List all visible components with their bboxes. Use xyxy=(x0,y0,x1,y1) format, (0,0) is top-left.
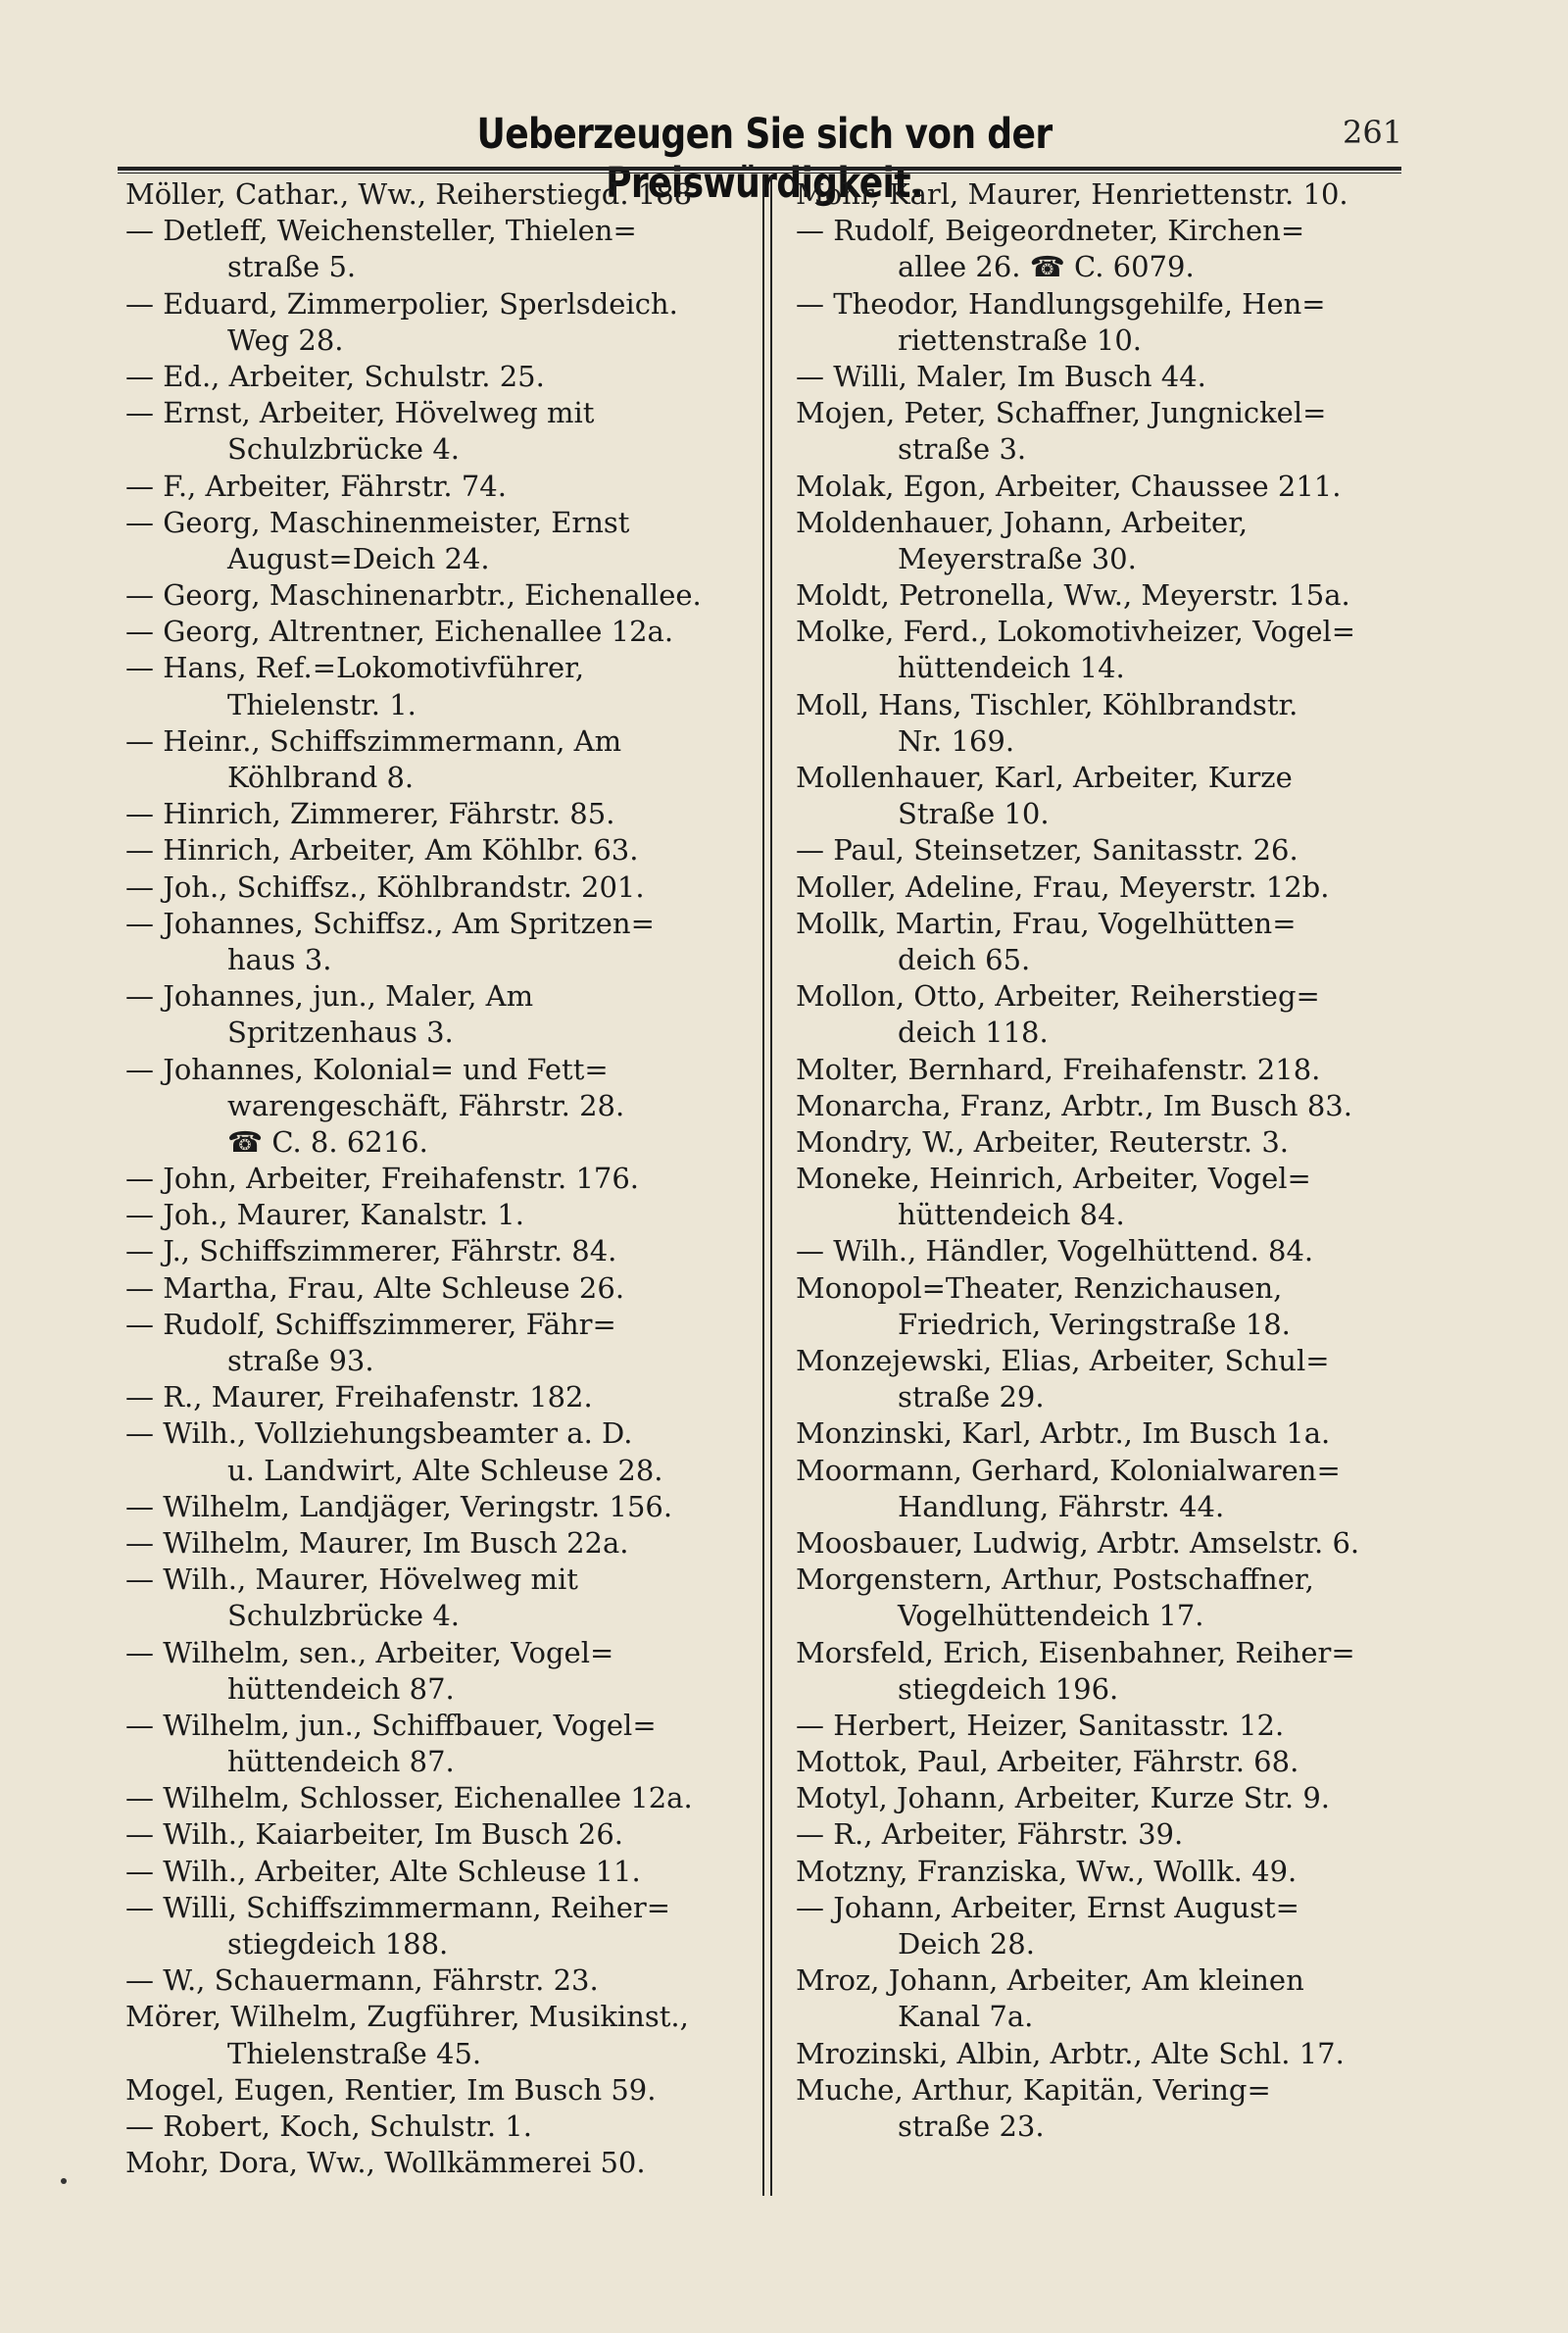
entry-line: Mondry, W., Arbeiter, Reuterstr. 3. xyxy=(796,1124,1290,1159)
entry-line: Mörer, Wilhelm, Zugführer, Musikinst., xyxy=(125,2000,689,2034)
header-rule xyxy=(118,167,1401,174)
entry-continuation-line: Thielenstr. 1. xyxy=(227,687,416,721)
entry-continuation-line: straße 3. xyxy=(898,432,1027,467)
entry-line: Mollon, Otto, Arbeiter, Reiherstieg= xyxy=(796,979,1320,1014)
entry-line: Morsfeld, Erich, Eisenbahner, Reiher= xyxy=(796,1635,1355,1669)
entry-line: — Ernst, Arbeiter, Hövelweg mit xyxy=(125,396,595,430)
entry-line: — Rudolf, Schiffszimmerer, Fähr= xyxy=(125,1307,616,1341)
entry-continuation-line: stiegdeich 196. xyxy=(898,1671,1119,1706)
entry-line: — Wilhelm, Maurer, Im Busch 22a. xyxy=(125,1525,629,1560)
entry-line: Möller, Cathar., Ww., Reiherstiegd. 188 xyxy=(125,177,693,211)
entry-line: — Hinrich, Zimmerer, Fährstr. 85. xyxy=(125,797,615,831)
entry-line: — Robert, Koch, Schulstr. 1. xyxy=(125,2109,532,2143)
entry-line: — Paul, Steinsetzer, Sanitasstr. 26. xyxy=(796,833,1298,868)
entry-line: — Martha, Frau, Alte Schleuse 26. xyxy=(125,1270,625,1305)
entry-line: Moller, Adeline, Frau, Meyerstr. 12b. xyxy=(796,869,1330,904)
entry-continuation-line: Kanal 7a. xyxy=(898,2000,1034,2034)
entry-line: — Wilh., Maurer, Hövelweg mit xyxy=(125,1563,578,1597)
entry-line: — Wilhelm, Landjäger, Veringstr. 156. xyxy=(125,1489,673,1523)
entry-continuation-line: straße 5. xyxy=(227,250,357,284)
entry-line: Molter, Bernhard, Freihafenstr. 218. xyxy=(796,1052,1321,1086)
entry-line: Molak, Egon, Arbeiter, Chaussee 211. xyxy=(796,469,1342,503)
entry-line: — Eduard, Zimmerpolier, Sperlsdeich. xyxy=(125,286,678,321)
entry-continuation-line: Thielenstraße 45. xyxy=(227,2036,482,2070)
entry-line: Mogel, Eugen, Rentier, Im Busch 59. xyxy=(125,2072,657,2107)
entry-line: — Hans, Ref.=Lokomotivführer, xyxy=(125,651,585,685)
entry-continuation-line: Deich 28. xyxy=(898,1927,1035,1961)
entry-continuation-line: hüttendeich 84. xyxy=(898,1198,1125,1232)
entry-line: — Willi, Schiffszimmermann, Reiher= xyxy=(125,1890,671,1924)
entry-line: — Wilh., Vollziehungsbeamter a. D. xyxy=(125,1416,633,1451)
entry-line: Molke, Ferd., Lokomotivheizer, Vogel= xyxy=(796,615,1356,649)
entry-continuation-line: warengeschäft, Fährstr. 28. xyxy=(227,1088,625,1122)
entry-line: — Joh., Schiffsz., Köhlbrandstr. 201. xyxy=(125,869,645,904)
entry-continuation-line: Köhlbrand 8. xyxy=(227,761,415,794)
entry-line: Moldenhauer, Johann, Arbeiter, xyxy=(796,505,1249,539)
entry-continuation-line: Spritzenhaus 3. xyxy=(227,1016,454,1050)
entry-line: — Johannes, Kolonial= und Fett= xyxy=(125,1052,609,1086)
entry-continuation-line: Friedrich, Veringstraße 18. xyxy=(898,1307,1291,1341)
entry-continuation-line: stiegdeich 188. xyxy=(227,1927,449,1961)
entry-line: Moneke, Heinrich, Arbeiter, Vogel= xyxy=(796,1162,1311,1196)
entry-continuation-line: Handlung, Fährstr. 44. xyxy=(898,1489,1225,1523)
entry-line: Monopol=Theater, Renzichausen, xyxy=(796,1270,1283,1305)
entry-line: — W., Schauermann, Fährstr. 23. xyxy=(125,1963,599,1998)
entry-continuation-line: hüttendeich 87. xyxy=(227,1745,455,1779)
entry-line: — Ed., Arbeiter, Schulstr. 25. xyxy=(125,359,545,393)
entry-line: — Johann, Arbeiter, Ernst August= xyxy=(796,1890,1299,1924)
entry-line: — John, Arbeiter, Freihafenstr. 176. xyxy=(125,1162,640,1196)
entry-line: — Wilhelm, jun., Schiffbauer, Vogel= xyxy=(125,1708,657,1742)
entry-line: — Hinrich, Arbeiter, Am Köhlbr. 63. xyxy=(125,833,639,868)
entry-line: Mottok, Paul, Arbeiter, Fährstr. 68. xyxy=(796,1745,1299,1779)
entry-continuation-line: August=Deich 24. xyxy=(227,541,490,575)
entry-line: — J., Schiffszimmerer, Fährstr. 84. xyxy=(125,1234,617,1268)
entry-continuation-line: Meyerstraße 30. xyxy=(898,541,1137,575)
entry-line: Mollenhauer, Karl, Arbeiter, Kurze xyxy=(796,761,1293,794)
entry-line: — Wilh., Händler, Vogelhüttend. 84. xyxy=(796,1234,1314,1268)
entry-line: — R., Arbeiter, Fährstr. 39. xyxy=(796,1817,1184,1852)
entry-line: Monzejewski, Elias, Arbeiter, Schul= xyxy=(796,1344,1330,1377)
entry-continuation-line: Nr. 169. xyxy=(898,723,1015,758)
entry-line: Moldt, Petronella, Ww., Meyerstr. 15a. xyxy=(796,578,1350,613)
entry-line: — Rudolf, Beigeordneter, Kirchen= xyxy=(796,214,1305,248)
entry-continuation-line: Straße 10. xyxy=(898,797,1050,831)
entry-continuation-line: deich 118. xyxy=(898,1016,1049,1050)
entry-continuation-line: allee 26. ☎ C. 6079. xyxy=(898,250,1195,284)
entry-line: Moll, Hans, Tischler, Köhlbrandstr. xyxy=(796,687,1298,721)
entry-continuation-line: straße 93. xyxy=(227,1344,374,1377)
entry-continuation-line: straße 23. xyxy=(898,2109,1045,2143)
entry-line: — Joh., Maurer, Kanalstr. 1. xyxy=(125,1198,524,1232)
entry-continuation-line: u. Landwirt, Alte Schleuse 28. xyxy=(227,1453,663,1487)
entry-line: Morgenstern, Arthur, Postschaffner, xyxy=(796,1563,1314,1597)
entry-line: Muche, Arthur, Kapitän, Vering= xyxy=(796,2072,1271,2107)
entry-line: Mrozinski, Albin, Arbtr., Alte Schl. 17. xyxy=(796,2036,1345,2070)
entry-line: Mojen, Peter, Schaffner, Jungnickel= xyxy=(796,396,1327,430)
entry-continuation-line: Weg 28. xyxy=(227,323,344,357)
entry-continuation-line: ☎ C. 8. 6216. xyxy=(227,1124,428,1159)
entry-continuation-line: straße 29. xyxy=(898,1380,1045,1415)
entry-continuation-line: Vogelhüttendeich 17. xyxy=(898,1599,1204,1633)
entry-line: Mohr, Karl, Maurer, Henriettenstr. 10. xyxy=(796,177,1348,211)
entry-line: — Johannes, Schiffsz., Am Spritzen= xyxy=(125,906,655,940)
page-number: 261 xyxy=(1343,114,1403,151)
entry-line: Monarcha, Franz, Arbtr., Im Busch 83. xyxy=(796,1088,1352,1122)
entry-line: — F., Arbeiter, Fährstr. 74. xyxy=(125,469,507,503)
entry-line: — Wilh., Kaiarbeiter, Im Busch 26. xyxy=(125,1817,624,1852)
entry-line: — Wilhelm, Schlosser, Eichenallee 12a. xyxy=(125,1781,693,1815)
entry-line: — Wilhelm, sen., Arbeiter, Vogel= xyxy=(125,1635,614,1669)
entry-continuation-line: hüttendeich 87. xyxy=(227,1671,455,1706)
entry-line: — Wilh., Arbeiter, Alte Schleuse 11. xyxy=(125,1854,641,1888)
entry-line: — Georg, Altrentner, Eichenallee 12a. xyxy=(125,615,674,649)
entry-line: — Georg, Maschinenmeister, Ernst xyxy=(125,505,630,539)
entry-line: — Georg, Maschinenarbtr., Eichenallee. xyxy=(125,578,702,613)
entry-continuation-line: deich 65. xyxy=(898,942,1031,976)
column-divider xyxy=(762,176,772,2196)
entry-line: — Theodor, Handlungsgehilfe, Hen= xyxy=(796,286,1326,321)
entry-line: — R., Maurer, Freihafenstr. 182. xyxy=(125,1380,593,1415)
entry-line: Monzinski, Karl, Arbtr., Im Busch 1a. xyxy=(796,1416,1331,1451)
entry-continuation-line: riettenstraße 10. xyxy=(898,323,1143,357)
entry-line: — Johannes, jun., Maler, Am xyxy=(125,979,534,1014)
entry-continuation-line: Schulzbrücke 4. xyxy=(227,1599,460,1633)
right-column xyxy=(796,176,1423,2145)
entry-continuation-line: haus 3. xyxy=(227,942,332,976)
entry-line: — Herbert, Heizer, Sanitasstr. 12. xyxy=(796,1708,1285,1742)
print-speck xyxy=(61,2178,67,2184)
page-title: Ueberzeugen Sie sich von der Preiswürdigkeit. xyxy=(476,110,1053,208)
entry-line: Mollk, Martin, Frau, Vogelhütten= xyxy=(796,906,1297,940)
entry-line: — Heinr., Schiffszimmermann, Am xyxy=(125,723,622,758)
entry-line: — Detleff, Weichensteller, Thielen= xyxy=(125,214,637,248)
entry-line: Mroz, Johann, Arbeiter, Am kleinen xyxy=(796,1963,1304,1998)
left-column xyxy=(125,176,743,2181)
entry-continuation-line: hüttendeich 14. xyxy=(898,651,1125,685)
entry-continuation-line: Schulzbrücke 4. xyxy=(227,432,460,467)
entry-line: Mohr, Dora, Ww., Wollkämmerei 50. xyxy=(125,2146,646,2180)
entry-line: Motyl, Johann, Arbeiter, Kurze Str. 9. xyxy=(796,1781,1331,1815)
entry-line: Moosbauer, Ludwig, Arbtr. Amselstr. 6. xyxy=(796,1525,1360,1560)
entry-line: — Willi, Maler, Im Busch 44. xyxy=(796,359,1206,393)
entry-line: Motzny, Franziska, Ww., Wollk. 49. xyxy=(796,1854,1298,1888)
entry-line: Moormann, Gerhard, Kolonialwaren= xyxy=(796,1453,1341,1487)
